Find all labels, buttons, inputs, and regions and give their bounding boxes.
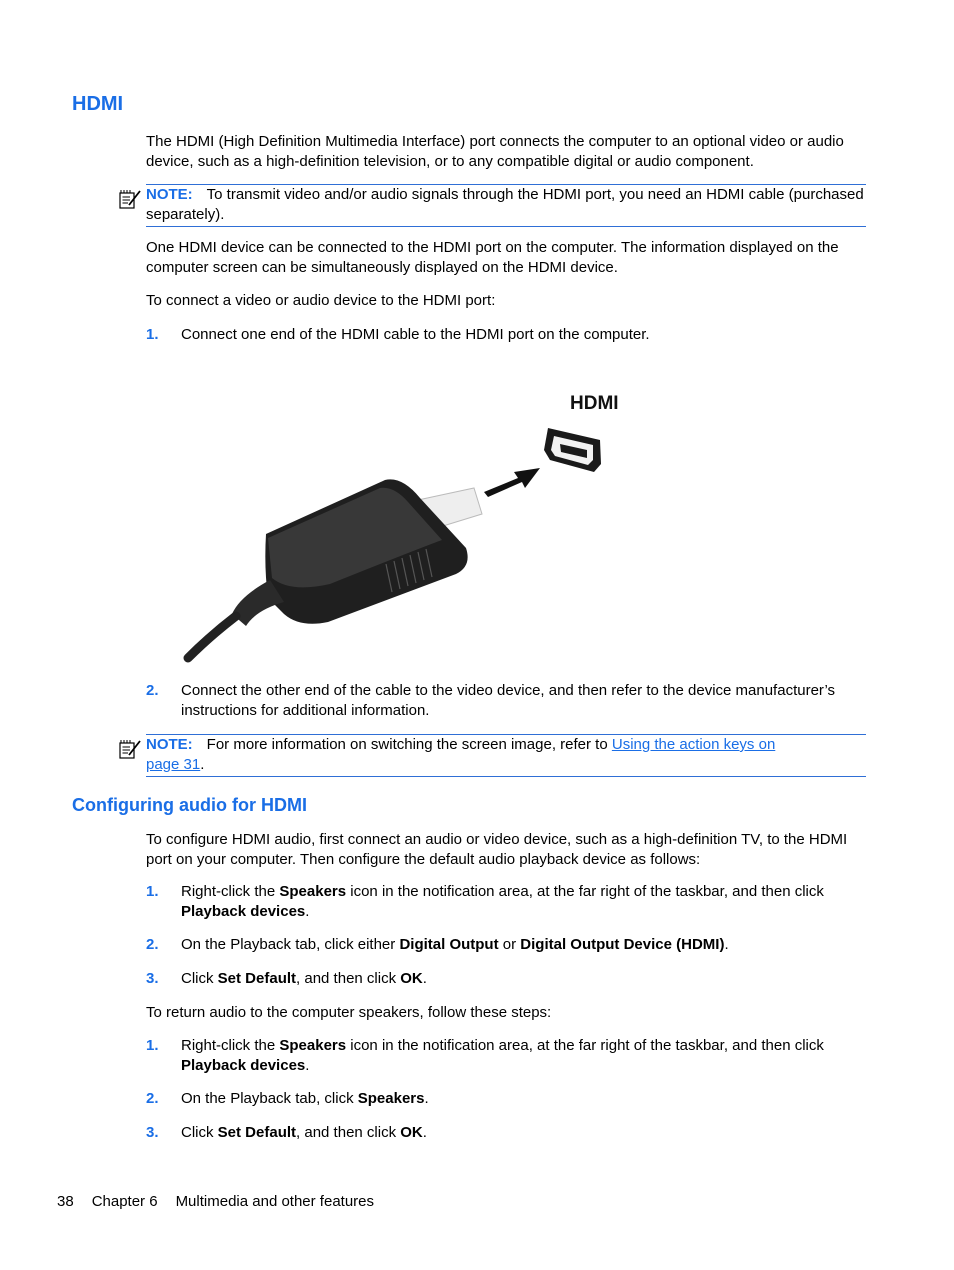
step-text: Click Set Default, and then click OK. — [181, 1124, 427, 1141]
note-label: NOTE: — [146, 186, 193, 203]
note-box-screen-switch — [146, 734, 866, 777]
footer-chapter-title: Multimedia and other features — [175, 1193, 375, 1210]
step-text: On the Playback tab, click Speakers. — [181, 1090, 429, 1107]
step-number: 2. — [146, 936, 159, 953]
note-text-end: . — [200, 755, 205, 773]
note-pencil-icon — [118, 188, 142, 210]
step-number: 1. — [146, 1037, 159, 1054]
paragraph-connect-intro: To connect a video or audio device to the HDMI port: — [146, 292, 496, 309]
step-text: Connect the other end of the cable to the video device, and then refer to the device manufacturer’s instructions for additional information. — [181, 682, 836, 719]
step-number: 3. — [146, 1124, 159, 1141]
step-number: 2. — [146, 1090, 159, 1107]
step-number: 2. — [146, 682, 159, 699]
step-text: Right-click the Speakers icon in the notification area, at the far right of the taskbar, and then click Playback devices. — [181, 1037, 824, 1074]
list-item — [146, 935, 866, 955]
step-number: 3. — [146, 970, 159, 987]
paragraph-audio-intro: To configure HDMI audio, first connect an audio or video device, such as a high-definition TV, to the HDMI port on your computer. Then configure the default audio playback device as follows: — [146, 831, 848, 868]
list-item — [146, 1123, 866, 1143]
step-number: 1. — [146, 326, 159, 343]
list-item — [146, 325, 866, 345]
paragraph-return-intro: To return audio to the computer speakers, follow these steps: — [146, 1004, 552, 1021]
note-pencil-icon — [118, 738, 142, 760]
intro-paragraph: The HDMI (High Definition Multimedia Interface) port connects the computer to an optional video or audio device, such as a high-definition television, or to any compatible digital or audio component. — [146, 133, 844, 170]
step-text: On the Playback tab, click either Digital Output or Digital Output Device (HDMI). — [181, 936, 729, 953]
action-keys-link[interactable]: Using the action keys on page 31 — [146, 736, 776, 773]
list-item — [146, 969, 866, 989]
note-text: For more information on switching the screen image, refer to — [206, 736, 612, 753]
note-label: NOTE: — [146, 736, 193, 753]
note-box-hdmi-cable — [146, 184, 866, 227]
hdmi-port-icon — [544, 428, 601, 472]
page-number: 38 — [57, 1193, 74, 1210]
paragraph-device-count: One HDMI device can be connected to the HDMI port on the computer. The information displayed on the computer screen can be simultaneously displayed on the HDMI device. — [146, 239, 839, 276]
step-text: Connect one end of the HDMI cable to the HDMI port on the computer. — [181, 326, 650, 343]
list-item — [146, 1036, 866, 1075]
footer-chapter: Chapter 6 — [91, 1193, 158, 1210]
note-text: To transmit video and/or audio signals through the HDMI port, you need an HDMI cable (purchased separately). — [146, 186, 864, 223]
list-item — [146, 882, 866, 921]
hdmi-port-label: HDMI — [570, 393, 619, 414]
step-number: 1. — [146, 883, 159, 900]
list-item — [146, 681, 866, 720]
step-text: Click Set Default, and then click OK. — [181, 970, 427, 987]
hdmi-cable-illustration — [180, 388, 630, 668]
subsection-title: Configuring audio for HDMI — [72, 795, 307, 815]
section-title: HDMI — [72, 93, 124, 115]
list-item — [146, 1089, 866, 1109]
insert-arrow-icon — [484, 468, 540, 497]
page-footer — [57, 1192, 374, 1212]
step-text: Right-click the Speakers icon in the notification area, at the far right of the taskbar, and then click Playback devices. — [181, 883, 824, 920]
